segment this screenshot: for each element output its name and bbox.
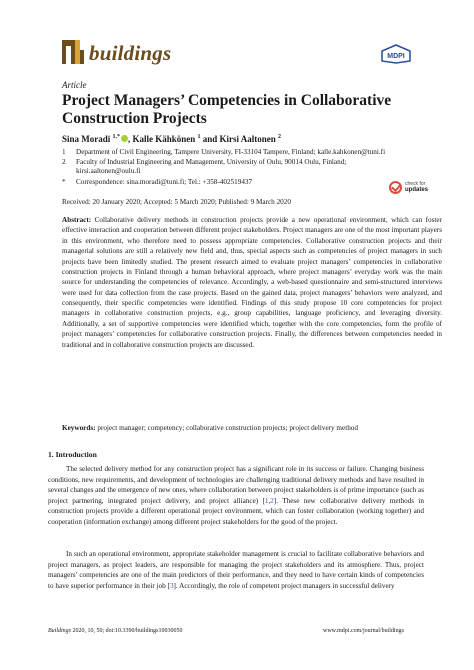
mdpi-logo-text: MDPI — [387, 53, 405, 60]
check-line2: updates — [405, 187, 429, 193]
affiliation-number: * — [62, 178, 66, 186]
abstract — [62, 215, 442, 350]
author-name[interactable]: and Kirsi Aaltonen — [200, 134, 279, 144]
journal-name: buildings — [89, 41, 172, 65]
author-name[interactable]: Sina Moradi — [62, 134, 113, 144]
footer-doi[interactable]: 2020, 10, 50; doi:10.3390/buildings10030050 — [71, 628, 183, 634]
mdpi-logo — [379, 44, 413, 64]
affiliation-text: Correspondence: sina.moradi@tuni.fi; Tel.: +358-402519437 — [76, 178, 253, 186]
author-list — [62, 134, 281, 144]
citation-link[interactable]: 2 — [270, 496, 274, 505]
publication-dates: Received: 20 January 2020; Accepted: 5 March 2020; Published: 9 March 2020 — [62, 198, 291, 206]
paragraph-2 — [48, 549, 424, 591]
abstract-text: Collaborative delivery methods in construction projects provide a new operational environment, which can foster effective interaction and cooperation between different project stakeholders. Project managers are one of the most important players in this environment, who therefore need to possess appropriate competencies. Collaborative construction projects and their managerial solutions are still a relatively new field and, thus, special aspects such as competencies of project managers in such projects have been limitedly studied. The present research aimed to evaluate project managers’ competencies in collaborative construction projects in Finland through a human behavioral approach, where project managers’ everyday work was the main source for understanding the competencies of relevance. Accordingly, a web-based questionnaire and semi-structured interviews were used for data collection from the case projects. Based on the gained data, project managers’ behaviors were analyzed, and consequently, their specific competencies were identified. Findings of this study propose 10 core competencies for project managers in collaborative construction projects, e.g., group capabilities, language proficiency, and leveraging diversity. Additionally, a set of supportive competencies were identified which, together with the core competencies, form the profile of project managers’ competencies for collaborative construction projects. Finally, the differences between competencies needed in traditional and in collaborative construction projects are discussed. — [62, 216, 442, 349]
correspondence — [62, 178, 406, 187]
author-mark: 1,* — [112, 134, 121, 140]
footer-url[interactable]: www.mdpi.com/journal/buildings — [323, 628, 404, 634]
paragraph-text: ]. Accordingly, the role of competent project managers in successful delivery — [173, 581, 395, 590]
article-title: Project Managers’ Competencies in Collaborative Construction Projects — [62, 92, 392, 127]
article-type: Article — [62, 80, 87, 90]
paragraph-text: The selected delivery method for any construction project has a significant role in its success or failure. Changing business conditions, new requirements, and development of technologies are challenging traditional delivery methods and have resulted in several changes and the emergence of new ones, where collaboration between project stakeholders is of prime importance (such as project partnering, integrated project delivery, and project alliance) [ — [48, 465, 424, 505]
paragraph-text: , — [268, 496, 271, 505]
journal-logo — [62, 40, 84, 64]
paragraph-text: In such an operational environment, appropriate stakeholder management is crucial to facilitate collaborative behaviors and project managers, as project leaders, are responsible for managing the project stakeholders and its atmosphere. Thus, project managers’ competencies are one of the main predictors of their performance, and they need to have certain kinds of competencies to have superior performance in their job [ — [48, 550, 424, 590]
affiliation-text: Department of Civil Engineering, Tampere University, FI-33104 Tampere, Finland; kalle.kahkonen@tuni.fi — [76, 148, 386, 156]
check-line1: check for — [405, 181, 426, 187]
footer-citation — [48, 628, 183, 634]
section-heading: 1. Introduction — [48, 450, 97, 459]
paragraph-text: ]. These new collaborative delivery methods in construction projects provide a different operational project environment, which can foster collaboration (working together) and cooperation (information exchange) among different project stakeholders for the good of the project. — [48, 496, 424, 526]
orcid-icon[interactable] — [121, 135, 128, 142]
author-name[interactable]: , Kalle Kähkönen — [128, 134, 198, 144]
keywords-label: Keywords: — [62, 424, 96, 432]
affiliation-number: 1 — [62, 148, 66, 156]
affiliation-text: Faculty of Industrial Engineering and Management, University of Oulu, 90014 Oulu, Finland; kirsi.aaltonen@oulu.fi — [76, 158, 347, 176]
keywords-text: project manager; competency; collaborative construction projects; project delivery method — [97, 424, 358, 432]
check-icon — [389, 181, 402, 194]
citation-link[interactable]: 1 — [264, 496, 269, 505]
affiliation-2 — [62, 158, 376, 177]
affiliation-number: 2 — [62, 158, 66, 166]
paragraph-1 — [48, 464, 424, 528]
footer-journal: Buildings — [48, 628, 72, 634]
abstract-label: Abstract: — [62, 216, 92, 224]
author-mark: 2 — [278, 134, 282, 140]
keywords — [62, 424, 442, 432]
check-for-updates-badge[interactable] — [389, 178, 429, 204]
citation-link[interactable]: 3 — [169, 581, 174, 590]
author-mark: 1 — [197, 134, 201, 140]
affiliation-1 — [62, 148, 406, 157]
